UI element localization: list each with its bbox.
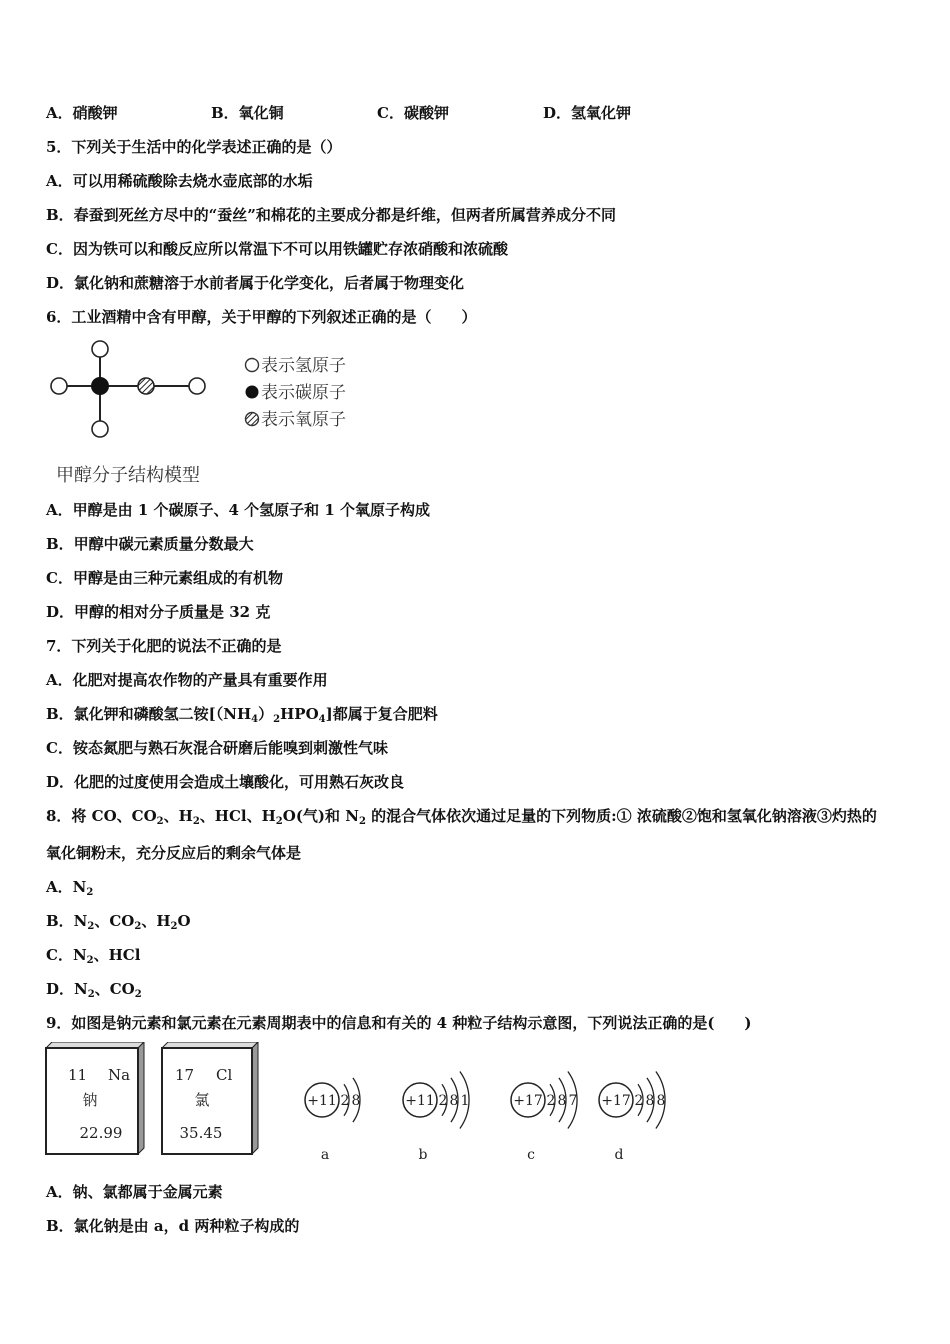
q8-stem-line1: 8．将 CO、$CO_2$、$H_2$、HCl、$H_2O$(气)和 $N_2$ 的混合气体依次通过足量的下列物质:① 浓硫酸②饱和氢氧化钠溶液③灼热的	[46, 807, 877, 827]
particle-1	[403, 1072, 469, 1164]
q5-option-d: D．氯化钠和蔗糖溶于水前者属于化学变化，后者属于物理变化	[46, 274, 465, 292]
particle-0	[305, 1078, 360, 1163]
q8-option-b: B．$N_2$、$CO_2$、$H_2O$	[46, 912, 191, 932]
shell-electron-count: 2	[438, 1093, 448, 1109]
q6-option-d: D．甲醇的相对分子质量是 32 克	[46, 603, 271, 621]
nucleus-charge: +17	[513, 1093, 543, 1109]
particle-label: d	[614, 1147, 624, 1163]
hydrogen-atom-top	[92, 341, 108, 357]
sodium-atomic-number: 11	[68, 1066, 88, 1084]
q4-option-b: B．氧化铜	[211, 104, 284, 122]
q7-option-b: B．氯化钾和磷酸氢二铵$[(NH_4)_2HPO_4]$都属于复合肥料	[46, 705, 438, 725]
q7-option-c: C．铵态氮肥与熟石灰混合研磨后能嗅到刺激性气味	[46, 739, 388, 757]
q6-option-a: A．甲醇是由 1 个碳原子、4 个氢原子和 1 个氧原子构成	[46, 501, 431, 519]
q5-option-c: C．因为铁可以和酸反应所以常温下不可以用铁罐贮存浓硝酸和浓硫酸	[46, 240, 508, 258]
q4-option-c: C．碳酸钾	[377, 104, 449, 122]
legend-oxygen-icon	[246, 413, 259, 426]
shell-electron-count: 2	[340, 1093, 350, 1109]
chlorine-name: 氯	[194, 1091, 210, 1109]
q9-option-a: A．钠、氯都属于金属元素	[46, 1183, 223, 1201]
legend-oxygen-label: 表示氧原子	[261, 410, 346, 430]
particle-diagrams	[305, 1072, 665, 1164]
legend-hydrogen-icon	[246, 359, 259, 372]
element-and-particle-figure	[40, 1042, 690, 1167]
chlorine-element-card	[162, 1042, 258, 1154]
q7-option-a: A．化肥对提高农作物的产量具有重要作用	[46, 671, 328, 689]
q6-option-c: C．甲醇是由三种元素组成的有机物	[46, 569, 283, 587]
shell-electron-count: 2	[546, 1093, 556, 1109]
q8-option-d: D．$N_2$、$CO_2$	[46, 980, 142, 1000]
methanol-structure-figure	[40, 336, 380, 491]
hydrogen-atom-bottom	[92, 421, 108, 437]
q8-option-a: A．$N_2$	[46, 878, 94, 898]
chlorine-atomic-number: 17	[175, 1066, 195, 1084]
nucleus-charge: +11	[405, 1093, 435, 1109]
sodium-mass: 22.99	[79, 1124, 123, 1142]
shell-electron-count: 7	[568, 1093, 578, 1109]
nucleus-charge: +17	[601, 1093, 631, 1109]
particle-label: b	[418, 1147, 428, 1163]
figure-caption: 甲醇分子结构模型	[56, 465, 200, 486]
carbon-atom	[91, 377, 109, 395]
hydrogen-atom-right	[189, 378, 205, 394]
shell-electron-count: 8	[449, 1093, 459, 1109]
shell-electron-count: 8	[645, 1093, 655, 1109]
q5-option-b: B．春蚕到死丝方尽中的“蚕丝”和棉花的主要成分都是纤维，但两者所属营养成分不同	[46, 206, 616, 224]
particle-label: c	[527, 1147, 535, 1163]
q9-stem: 9．如图是钠元素和氯元素在元素周期表中的信息和有关的 4 种粒子结构示意图，下列说法正确的是( )	[46, 1014, 752, 1032]
nucleus-charge: +11	[307, 1093, 337, 1109]
q6-stem: 6．工业酒精中含有甲醇，关于甲醇的下列叙述正确的是（ ）	[46, 308, 477, 326]
sodium-symbol: Na	[108, 1066, 131, 1084]
shell-electron-count: 8	[557, 1093, 567, 1109]
shell-electron-count: 1	[460, 1093, 470, 1109]
q6-option-b: B．甲醇中碳元素质量分数最大	[46, 535, 254, 553]
q4-options	[46, 102, 746, 122]
hydrogen-atom-left	[51, 378, 67, 394]
q4-option-a: A．硝酸钾	[46, 104, 118, 122]
particle-label: a	[320, 1147, 330, 1163]
chlorine-mass: 35.45	[179, 1124, 223, 1142]
q7-stem: 7．下列关于化肥的说法不正确的是	[46, 637, 282, 655]
q9-option-b: B．氯化钠是由 a，d 两种粒子构成的	[46, 1217, 300, 1235]
q5-stem: 5．下列关于生活中的化学表述正确的是（）	[46, 138, 342, 156]
q8-stem-line2: 氧化铜粉末，充分反应后的剩余气体是	[46, 844, 302, 862]
particle-2	[511, 1072, 577, 1164]
shell-electron-count: 8	[351, 1093, 361, 1109]
q8-option-c: C．$N_2$、HCl	[46, 946, 141, 966]
legend-carbon-icon	[246, 386, 259, 399]
sodium-name: 钠	[82, 1091, 98, 1109]
shell-electron-count: 2	[634, 1093, 644, 1109]
sodium-element-card	[46, 1042, 144, 1154]
chlorine-symbol: Cl	[216, 1066, 233, 1084]
shell-electron-count: 8	[656, 1093, 666, 1109]
particle-3	[599, 1072, 665, 1164]
legend-hydrogen-label: 表示氢原子	[261, 356, 346, 376]
q4-option-d: D．氢氧化钾	[543, 104, 632, 122]
oxygen-atom	[138, 378, 154, 394]
legend-carbon-label: 表示碳原子	[261, 383, 346, 403]
q5-option-a: A．可以用稀硫酸除去烧水壶底部的水垢	[46, 172, 313, 190]
q7-option-d: D．化肥的过度使用会造成土壤酸化，可用熟石灰改良	[46, 773, 405, 791]
bonds	[60, 356, 195, 428]
